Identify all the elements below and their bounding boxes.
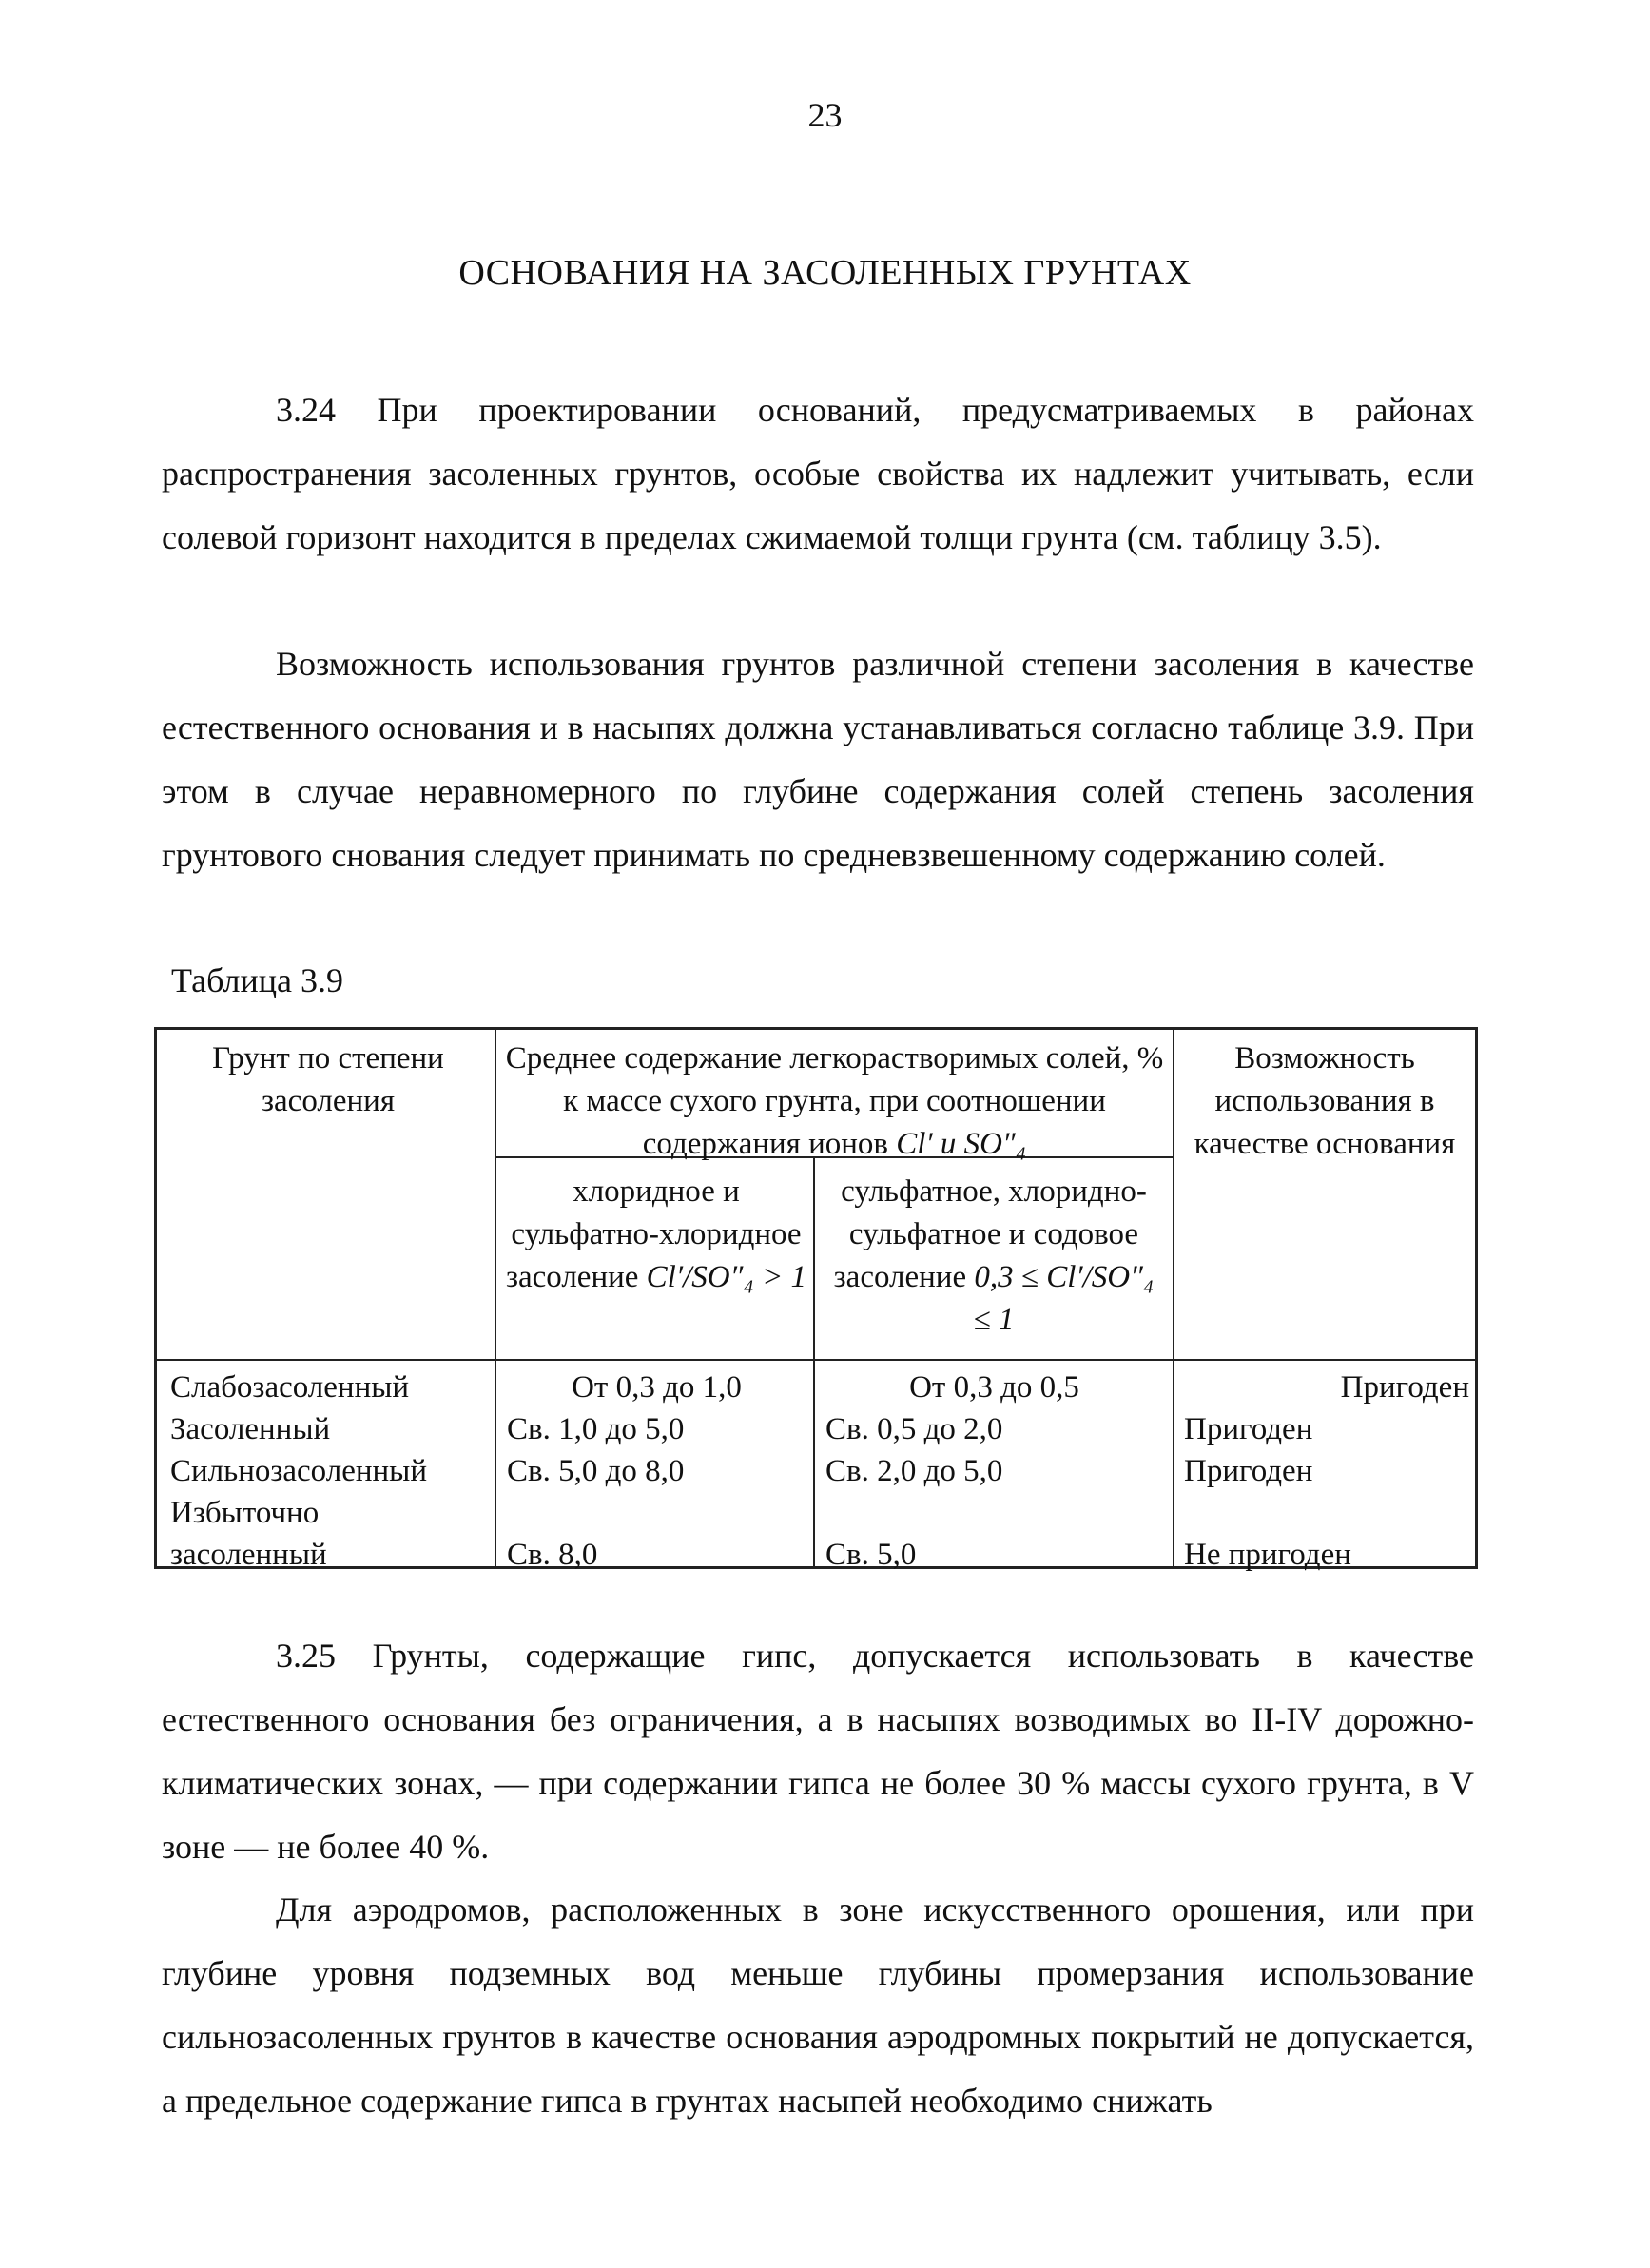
header-average-content-text: Среднее содержание легкорастворимых солей, % к массе сухого грунта, при соотношении содержания ионов bbox=[505, 1041, 1164, 1161]
table-cell: Не пригоден bbox=[1184, 1538, 1351, 1572]
header-average-content bbox=[504, 1037, 1165, 1166]
column-chloride bbox=[507, 1367, 806, 1576]
table-cell: Пригоден bbox=[1184, 1454, 1313, 1488]
paragraph-airfields: Для аэродромов, расположенных в зоне искусственного орошения, или при глубине уровня подземных вод меньше глубины промерзания использование сильнозасоленных грунтов в качестве основания аэродромных покрытий не допускается, а предельное содержание гипса в грунтах насыпей необходимо снижать bbox=[162, 1890, 1474, 2120]
header-sulfate-text: сульфатное, хлоридно-сульфатное и содовое засоление bbox=[833, 1174, 1147, 1294]
column-sulfate bbox=[825, 1367, 1163, 1576]
column-soil bbox=[170, 1367, 489, 1576]
table-row-soil: Слабозасоленный bbox=[170, 1370, 410, 1405]
header-chloride-text: хлоридное и сульфатно-хлоридное засоление bbox=[505, 1174, 802, 1294]
table-cell: Св. 0,5 до 2,0 bbox=[825, 1412, 1003, 1446]
table-cell: Пригоден bbox=[1184, 1412, 1313, 1446]
header-soil: Грунт по степени засоления bbox=[212, 1041, 444, 1118]
column-usage bbox=[1184, 1367, 1469, 1576]
paragraph-3-25: 3.25 Грунты, содержащие гипс, допускается использовать в качестве естественного основания без ограничения, а в насыпях возводимых во II-IV дорожно-климатических зонах, — при содержании гипса не более 30 % массы сухого грунта, в V зоне — не более 40 %. bbox=[162, 1637, 1474, 1866]
table-cell: От 0,3 до 1,0 bbox=[572, 1370, 742, 1405]
header-chloride-formula: Cl′/SO″₄ > 1 bbox=[646, 1260, 807, 1294]
table-caption: Таблица 3.9 bbox=[171, 961, 343, 999]
table-cell: Св. 1,0 до 5,0 bbox=[507, 1412, 685, 1446]
table-row-soil: Засоленный bbox=[170, 1412, 331, 1446]
table-cell: Св. 2,0 до 5,0 bbox=[825, 1454, 1003, 1488]
salinity-table bbox=[154, 1027, 1478, 1572]
table-cell: Св. 5,0 bbox=[825, 1538, 917, 1572]
section-title: ОСНОВАНИЯ НА ЗАСОЛЕННЫХ ГРУНТАХ bbox=[458, 253, 1192, 293]
table-cell: Пригоден bbox=[1340, 1370, 1469, 1405]
header-sulfate-formula: 0,3 ≤ Cl′/SO″₄ ≤ 1 bbox=[973, 1260, 1155, 1337]
header-usage: Возможность использования в качестве основания bbox=[1194, 1041, 1456, 1161]
header-sulfate bbox=[823, 1171, 1165, 1342]
table-cell: От 0,3 до 0,5 bbox=[909, 1370, 1079, 1405]
table-cell: Св. 5,0 до 8,0 bbox=[507, 1454, 685, 1488]
table-row-soil: Избыточно засоленный bbox=[170, 1496, 327, 1572]
header-chloride bbox=[504, 1171, 808, 1299]
header-ions: Cl′ и SO″₄ bbox=[896, 1127, 1027, 1161]
paragraph-3-24: 3.24 При проектировании оснований, предусматриваемых в районах распространения засоленных грунтов, особые свойства их надлежит учитывать, если солевой горизонт находится в пределах сжимаемой толщи грунта (см. таблицу 3.5). bbox=[162, 391, 1474, 556]
page-number: 23 bbox=[807, 96, 843, 134]
table-row-soil: Сильнозасоленный bbox=[170, 1454, 428, 1488]
table-cell: Св. 8,0 bbox=[507, 1538, 598, 1572]
paragraph-usage: Возможность использования грунтов различной степени засоления в качестве естественного основания и в насыпях должна устанавливаться согласно таблице 3.9. При этом в случае неравномерного по глубине содержания солей степень засоления грунтового снования следует принимать по средневзвешенному содержанию солей. bbox=[162, 645, 1474, 874]
